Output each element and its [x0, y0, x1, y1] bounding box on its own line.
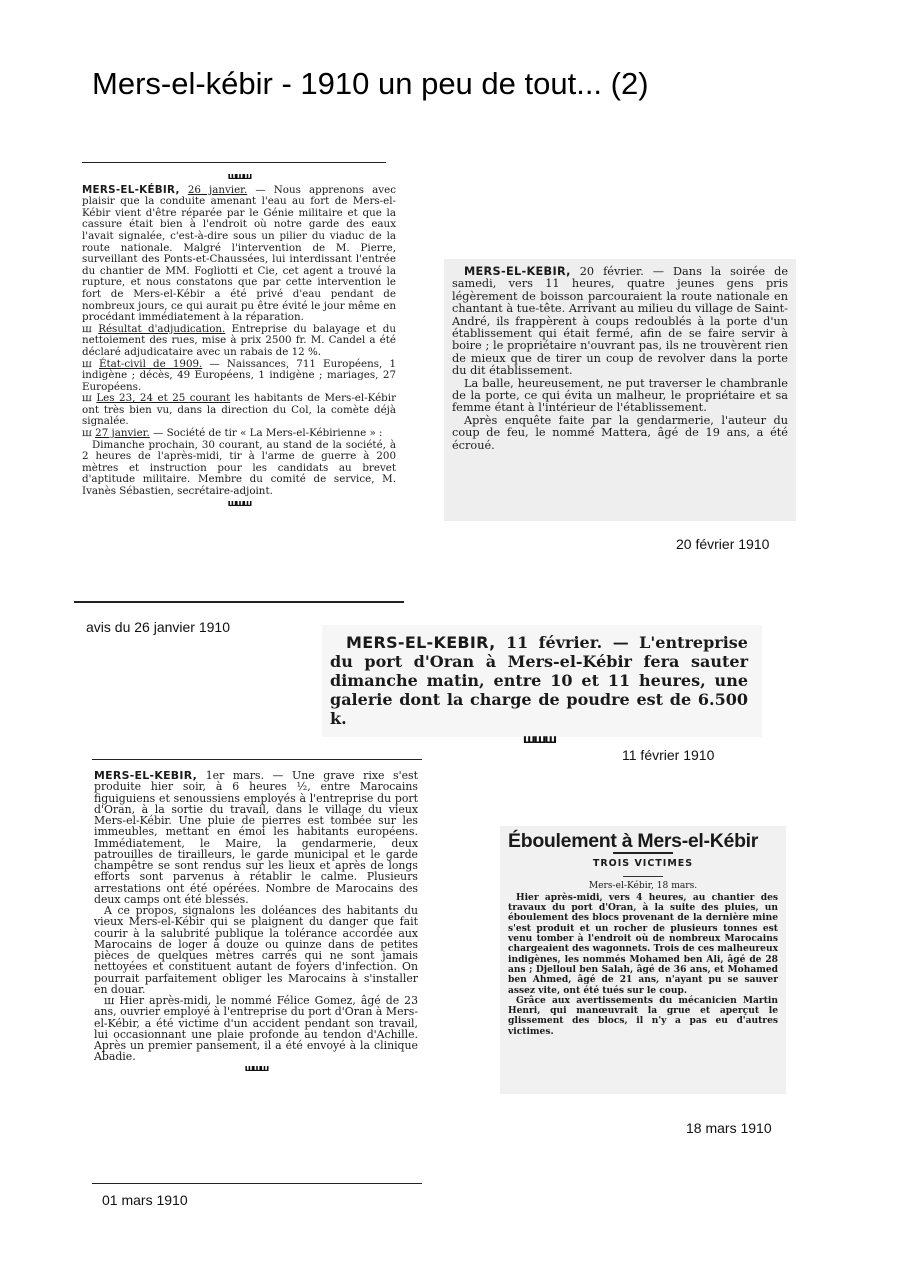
- clip1-text-3: — Naissances, 711 Européens, 1 indigène ; décès, 49 Européens, 1 indigène ; mariages, 27 Européens.: [82, 357, 396, 393]
- clip5-headline-rule: [613, 852, 673, 854]
- clip1-text-1: — Nous apprenons avec plaisir que la conduite amenant l'eau au fort de Mers-el-Kébir vient d'être réparée par le Génie militaire et que la cassure était bien à l'endroit où notre garde des eaux l'avait signalée, c'est-à-dire sous un pilier du viaduc de la route nationale. Malgré l'intervention de M. Pierre, surveillant des Ponts-et-Chaussées, lui interdissant l'entrée du chantier de MM. Fogliotti et Cie, cet agent a trouvé la rupture, et nous constatons que par cette intervention le fort de Mers-el-Kébir a été privé d'eau pendant de nombreux jours, ce qui aurait pu être évité le jour même en procédant immédiatement à la réparation.: [82, 183, 396, 324]
- clip1-paragraph-2: ꟺ Résultat d'adjudication. Entreprise du balayage et du nettoiement des rues, mise à prix 2500 fr. M. Candel a été déclaré adjudicataire avec un rabais de 12 %.: [82, 322, 396, 358]
- clip4-paragraph-1: [94, 770, 418, 905]
- clip1-head-2: Résultat d'adjudication.: [98, 322, 226, 335]
- clip1-text-4: les habitants de Mers-el-Kébir ont très bien vu, dans la direction du Col, la comète déjà signalée.: [82, 392, 396, 428]
- clip4-text-3: Hier après-midi, le nommé Félice Gomez, âgé de 23 ans, ouvrier employé à l'entreprise du port d'Oran à Mers-el-Kébir, a été victime d'un accident pendant son travail, lui occasionnant une plaie profonde au tendon d'Achille. Après un premier pansement, il a été envoyé à la clinique Abadie.: [94, 994, 418, 1064]
- clip1-paragraph-3: ꟺ État-civil de 1909. — Naissances, 711 Européens, 1 indigène ; décès, 49 Européens, 1 indigène ; mariages, 27 Européens.: [82, 357, 396, 393]
- clip4-top-rule: [92, 759, 422, 760]
- clip-11-fevrier: [330, 633, 748, 749]
- clip1-text-2: Entreprise du balayage et du nettoiement des rues, mise à prix 2500 fr. M. Candel a été déclaré adjudicataire avec un rabais de 12 %.: [82, 322, 396, 358]
- clip2-text-3: Après enquête faite par la gendarmerie, l'auteur du coup de feu, le nommé Mattera, âgé de 19 ans, a été écroué.: [452, 413, 788, 452]
- clip4-bottom-rule: [92, 1183, 422, 1184]
- clip2-dateline-place: MERS-EL-KEBIR,: [464, 265, 571, 278]
- caption-26-janvier: avis du 26 janvier 1910: [86, 619, 230, 635]
- clip5-subhead: TROIS VICTIMES: [592, 858, 694, 870]
- clip1-paragraph-1: [82, 185, 396, 324]
- clip1-paragraph-4: ꟺ Les 23, 24 et 25 courant les habitants de Mers-el-Kébir ont très bien vu, dans la direction du Col, la comète déjà signalée.: [82, 392, 396, 428]
- clip5-text-2: Grâce aux avertissements du mécanicien Martin Henri, qui manœuvrait la grue et aperçut le glissement des blocs, il n'y a pas eu d'autres victimes.: [508, 994, 778, 1037]
- clip4-paragraph-2: [94, 905, 418, 995]
- clip4-dateline-place: MERS-EL-KEBIR,: [94, 769, 198, 782]
- caption-11-fevrier: 11 février 1910: [622, 747, 715, 763]
- clip1-dateline-date: 26 janvier.: [187, 183, 248, 196]
- ornament: ꟺꟺꟺ: [244, 1063, 268, 1074]
- clip1-paragraph-5: ꟺ 27 janvier. — Société de tir « La Mers-el-Kébirienne » :: [82, 427, 383, 440]
- clip4-paragraph-3: ꟺ Hier après-midi, le nommé Félice Gomez, âgé de 23 ans, ouvrier employé à l'entreprise du port d'Oran à Mers-el-Kébir, a été victime d'un accident pendant son travail, lui occasionnant une plaie profonde au tendon d'Achille. Après un premier pansement, il a été envoyé à la clinique Abadie.: [94, 994, 418, 1064]
- clip3-dateline-place: MERS-EL-KEBIR,: [346, 633, 496, 652]
- clip1-text-5: — Société de tir « La Mers-el-Kébirienne » :: [153, 427, 383, 440]
- clip5-paragraph-1: [508, 893, 778, 996]
- clip4-text-2: A ce propos, signalons les doléances des habitants du vieux Mers-el-Kébir qui se plaignent du danger que fait courir à la salubrité publique la tolérance accordée aux Marocains de loger à douze ou quinze dans de petites pièces de quelques mètres carrés qui ne sont jamais nettoyées et constituent autant de foyers d'infection. On pourrait parfaitement obliger les Marocains à s'installer en douar.: [94, 904, 418, 996]
- clip5-place-date: Mers-el-Kébir, 18 mars.: [588, 880, 698, 891]
- clip-01-mars: [94, 770, 418, 1075]
- caption-01-mars: 01 mars 1910: [102, 1192, 188, 1208]
- clip1-head-4: Les 23, 24 et 25 courant: [96, 392, 231, 405]
- caption-18-mars: 18 mars 1910: [686, 1120, 772, 1136]
- clip5-text-1: Hier après-midi, vers 4 heures, au chantier des travaux du port d'Oran, à la suite des pluies, un éboulement des blocs provenant de la dernière mine s'est produit et un rocher de plusieurs tonnes est venu tomber à l'endroit où de nombreux Marocains chargeaient des wagonnets. Trois de ces malheureux indigènes, les nommés Mohamed ben Ali, âgé de 28 ans ; Djelloul ben Salah, âgé de 36 ans, et Mohamed ben Ahmed, âgé de 21 ans, n'ayant pu se sauver assez vite, ont été tués sur le coup.: [508, 891, 778, 996]
- clip1-head-3: État-civil de 1909.: [99, 357, 203, 370]
- clip1-head-5: 27 janvier.: [95, 427, 150, 440]
- ornament: ꟺꟺꟺ: [522, 732, 556, 746]
- page-title: Mers-el-kébir - 1910 un peu de tout... (2): [92, 66, 649, 101]
- clip5-subhead-rule: [623, 876, 663, 877]
- clip2-text-2: La balle, heureusement, ne put traverser le chambranle de la porte, ce qui évita un malheur, le propriétaire et sa femme étant à l'intérieur de l'établissement.: [452, 376, 788, 415]
- clip2-paragraph-3: [452, 415, 788, 452]
- clip3-paragraph-1: [330, 633, 748, 728]
- clip-18-mars: [508, 830, 778, 1037]
- clip1-dateline-place: MERS-EL-KÉBIR,: [82, 183, 180, 196]
- clip1-bottom-rule: [74, 601, 404, 603]
- clip1-text-6: Dimanche prochain, 30 courant, au stand de la société, à 2 heures de l'après-midi, tir à l'arme de guerre à 200 mètres et instruction pour les candidats au brevet d'aptitude militaire. Membre du comité de service, M. Ivanès Sébastien, secrétaire-adjoint.: [82, 438, 396, 498]
- clip4-text-1: 1er mars. — Une grave rixe s'est produite hier soir, à 6 heures ½, entre Marocains figuiguiens et senoussiens employés à l'entreprise du port d'Oran, à la sortie du travail, dans le village du vieux Mers-el-Kébir. Une pluie de pierres est tombée sur les immeubles, mettant en émoi les habitants européens. Immédiatement, le Maire, la gendarmerie, deux patrouilles de tirailleurs, le garde municipal et le garde champêtre se sont rendus sur les lieux et après de longs efforts sont parvenus à rétablir le calme. Plusieurs arrestations ont été opérées. Nombre de Marocains des deux camps ont été blessés.: [94, 769, 418, 906]
- ornament: ꟺꟺꟺ: [227, 172, 251, 182]
- clip3-text-1: 11 février. — L'entreprise du port d'Oran à Mers-el-Kébir fera sauter dimanche matin, entre 10 et 11 heures, une galerie dont la charge de poudre est de 6.500 k.: [330, 633, 748, 728]
- clip-26-janvier: [82, 172, 396, 510]
- clip-20-fevrier: [452, 266, 788, 452]
- clip2-text-1: 20 février. — Dans la soirée de samedi, vers 11 heures, quatre jeunes gens pris légèrement de boisson parcouraient la route nationale en chantant à tue-tête. Arrivant au milieu du village de Saint-André, ils frappèrent à coups redoublés à la porte d'un établissement qui était fermé, afin de se faire servir à boire ; le propriétaire n'ouvrant pas, ils ne trouvèrent rien de mieux que de tirer un coup de revolver dans la porte du dit établissement.: [452, 265, 789, 378]
- clip5-paragraph-2: [508, 996, 778, 1037]
- clip2-paragraph-2: [452, 378, 788, 415]
- clip2-paragraph-1: [452, 266, 788, 378]
- ornament: ꟺꟺꟺ: [227, 498, 251, 509]
- clip5-headline: Éboulement à Mers-el-Kébir: [508, 830, 759, 852]
- clip1-top-rule: [82, 162, 386, 163]
- caption-20-fevrier: 20 février 1910: [676, 536, 770, 552]
- clip1-paragraph-6: [82, 440, 396, 498]
